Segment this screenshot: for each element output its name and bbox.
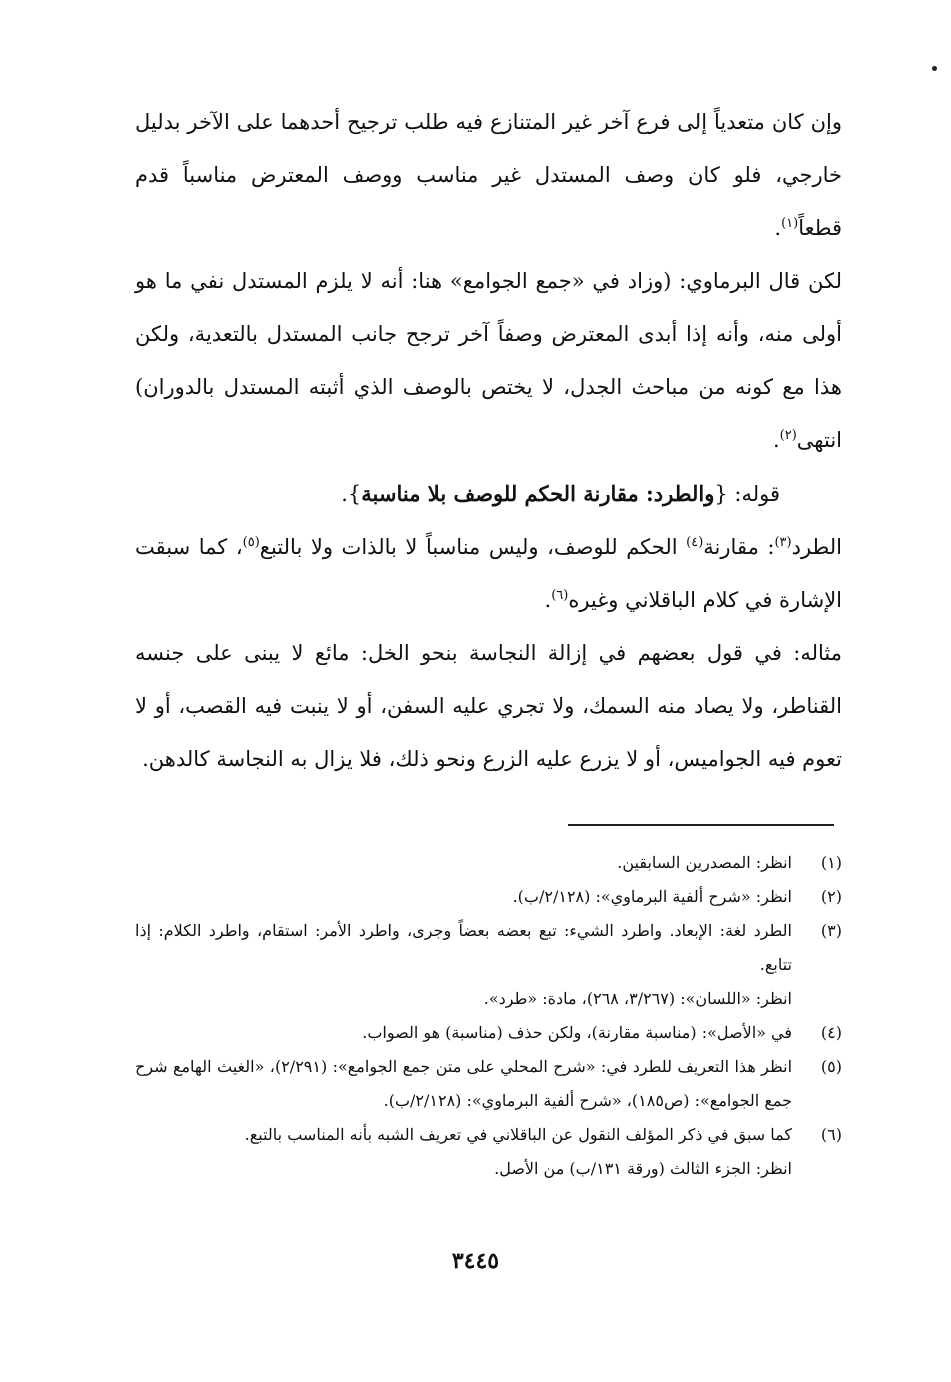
footnote-text: انظر: المصدرين السابقين.: [617, 853, 792, 872]
paragraph-2: لكن قال البرماوي: (وزاد في «جمع الجوامع» هنا: أنه لا يلزم المستدل نفي ما هو أولى منه، وأنه إذا أبدى المعترض وصفاً آخر ترجح جانب المستدل بالتعدية، ولكن هذا مع كونه من مباحث الجدل، لا يختص بالوصف الذي أثبته المستدل بالدوران) انتهى$^{(٢)}$.: [135, 269, 842, 452]
footnote-5: [135, 1050, 842, 1118]
footnote-number: (٣): [820, 921, 842, 940]
footnote-2: [135, 880, 842, 914]
quoted-definition: والطرد: مقارنة الحكم للوصف بلا مناسبة: [361, 481, 715, 506]
footnote-number: (٤): [820, 1023, 842, 1042]
footnote-text: انظر: «اللسان»: (٣/٢٦٧، ٢٦٨)، مادة: «طرد».: [483, 989, 792, 1008]
footnote-text: في «الأصل»: (مناسبة مقارنة)، ولكن حذف (مناسبة) هو الصواب.: [362, 1023, 792, 1042]
paragraph-3-quote: قوله: {والطرد: مقارنة الحكم للوصف بلا مناسبة}.: [341, 481, 780, 506]
footnote-number: (١): [820, 853, 842, 872]
footnote-1: [135, 846, 842, 880]
paragraph-5: مثاله: في قول بعضهم في إزالة النجاسة بنحو الخل: مائع لا يبنى على جنسه القناطر، ولا يصاد منه السمك، ولا تجري عليه السفن، أو لا ينبت فيه القصب، أو لا تعوم فيه الجواميس، أو لا يزرع عليه الزرع ونحو ذلك، فلا يزال به النجاسة كالدهن.: [135, 641, 842, 771]
main-text: [135, 96, 842, 786]
footnote-number: (٢): [820, 887, 842, 906]
footnote-text: انظر: «شرح ألفية البرماوي»: (٢/١٢٨/ب).: [512, 887, 792, 906]
footnote-ref-6[interactable]: (٦): [551, 588, 569, 603]
footnote-text: انظر: الجزء الثالث (ورقة ١٣١/ب) من الأصل.: [494, 1159, 792, 1178]
footnote-number: (٥): [820, 1057, 842, 1076]
footnote-text: الطرد لغة: الإبعاد. واطرد الشيء: تبع بعضه بعضاً وجرى، واطرد الأمر: استقام، واطرد الكلام: إذا تتابع.: [135, 921, 792, 974]
footnote-number: (٦): [820, 1125, 842, 1144]
footnote-4: [135, 1016, 842, 1050]
footnote-6: [135, 1118, 842, 1186]
margin-dot: [932, 66, 937, 71]
page-number: ٣٤٤٥: [451, 1248, 500, 1274]
paragraph-4: الطرد$^{(٣)}$: مقارنة$^{(٤)}$ الحكم للوصف، وليس مناسباً لا بالذات ولا بالتبع$^{(٥)}$، كما سبقت الإشارة في كلام الباقلاني وغيره$^{(٦)}$.: [135, 535, 843, 612]
footnote-separator: [568, 824, 834, 826]
footnote-ref-2[interactable]: (٢): [779, 428, 797, 443]
footnote-text: انظر هذا التعريف للطرد في: «شرح المحلي على متن جمع الجوامع»: (٢/٢٩١)، «الغيث الهامع شرح جمع الجوامع»: (ص١٨٥)، «شرح ألفية البرماوي»: (٢/١٢٨/ب).: [135, 1057, 793, 1110]
footnotes: [135, 846, 842, 1186]
footnote-ref-3[interactable]: (٣): [774, 535, 792, 550]
footnote-3: [135, 914, 842, 1016]
footnote-text: كما سبق في ذكر المؤلف النقول عن الباقلاني في تعريف الشبه بأنه المناسب بالتبع.: [244, 1125, 792, 1144]
footnote-ref-1[interactable]: (١): [781, 216, 799, 231]
footnote-ref-4[interactable]: (٤): [686, 535, 704, 550]
paragraph-1: وإن كان متعدياً إلى فرع آخر غير المتنازع فيه طلب ترجيح أحدهما على الآخر بدليل خارجي، فلو كان وصف المستدل غير مناسب ووصف المعترض مناسباً قدم قطعاً$^{(١)}$.: [135, 110, 842, 240]
footnote-ref-5[interactable]: (٥): [242, 535, 260, 550]
